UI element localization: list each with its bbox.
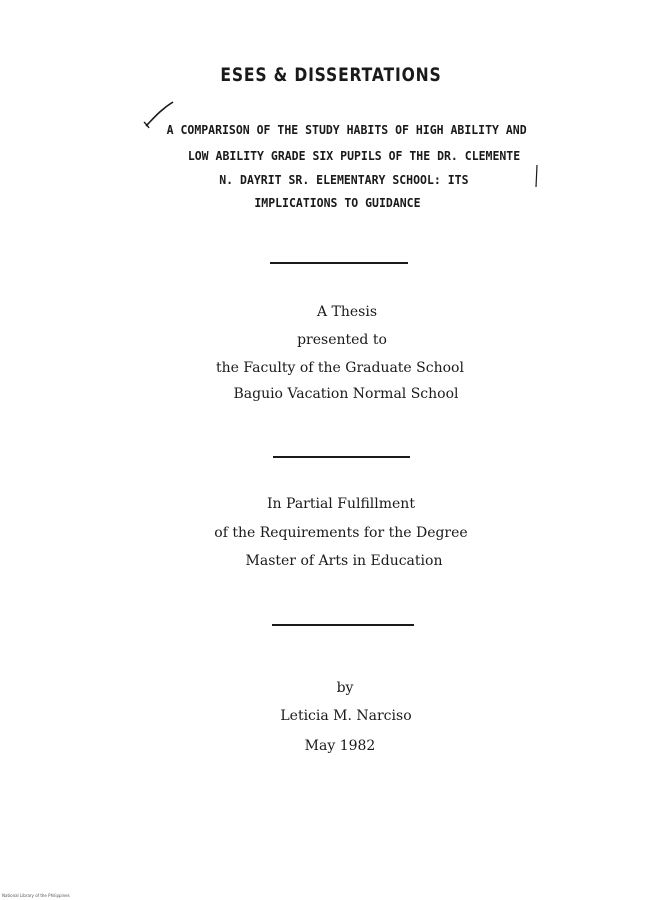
requirements-line: of the Requirements for the Degree bbox=[214, 525, 468, 541]
degree-line: Master of Arts in Education bbox=[245, 553, 443, 569]
library-footer: National Library of the Philippines bbox=[2, 893, 70, 898]
theses-dissertations-stamp: ESES & DISSERTATIONS bbox=[220, 64, 442, 86]
by-label: by bbox=[336, 680, 354, 696]
thesis-title-line-1: A COMPARISON OF THE STUDY HABITS OF HIGH ABILITY AND bbox=[166, 122, 527, 137]
divider-rule-2 bbox=[273, 456, 410, 458]
thesis-label: A Thesis bbox=[316, 304, 378, 320]
author-name: Leticia M. Narciso bbox=[280, 708, 412, 724]
faculty-line: the Faculty of the Graduate School bbox=[216, 360, 464, 376]
thesis-title-line-4: IMPLICATIONS TO GUIDANCE bbox=[254, 195, 421, 210]
divider-rule-1 bbox=[270, 262, 408, 264]
presented-to-label: presented to bbox=[297, 332, 387, 348]
thesis-title-line-3: N. DAYRIT SR. ELEMENTARY SCHOOL: ITS bbox=[219, 172, 469, 187]
school-name: Baguio Vacation Normal School bbox=[233, 386, 459, 402]
partial-fulfillment-line: In Partial Fulfillment bbox=[267, 496, 415, 512]
divider-rule-3 bbox=[272, 624, 414, 626]
submission-date: May 1982 bbox=[304, 738, 376, 754]
thesis-title-line-2: LOW ABILITY GRADE SIX PUPILS OF THE DR. CLEMENTE bbox=[187, 148, 521, 163]
